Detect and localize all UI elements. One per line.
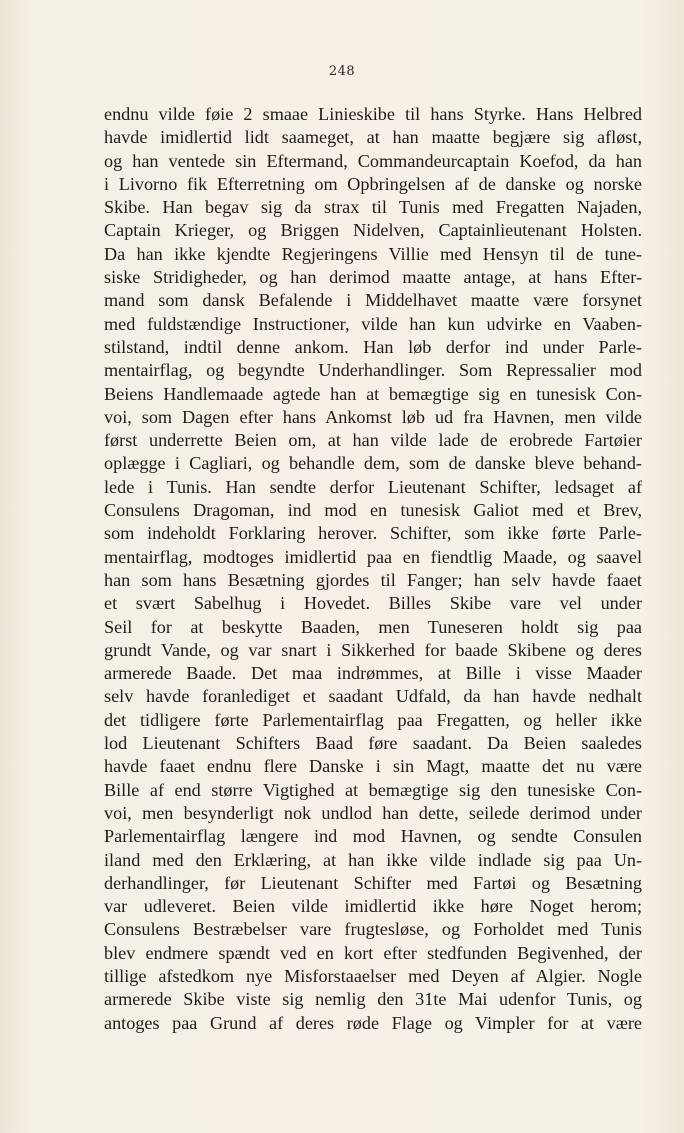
text-line: lod Lieutenant Schifters Baad føre saadant. Da Beien saaledes — [104, 733, 642, 754]
text-line: oplægge i Cagliari, og behandle dem, som de danske bleve behand- — [104, 453, 642, 474]
text-line: blev endmere spændt ved en kort efter stedfunden Begivenhed, der — [104, 942, 642, 963]
text-line: voi, men besynderligt nok undlod han dette, seilede derimod under — [104, 802, 642, 823]
text-line: Parlementairflag længere ind mod Havnen, og sendte Consulen — [104, 826, 642, 847]
text-line: et svært Sabelhug i Hovedet. Billes Skibe vare vel under — [104, 593, 642, 614]
text-line: Seil for at beskytte Baaden, men Tuneseren holdt sig paa — [104, 616, 642, 637]
text-line: Consulens Bestræbelser vare frugtesløse, og Forholdet med Tunis — [104, 919, 642, 940]
text-line: med fuldstændige Instructioner, vilde han kun udvirke en Vaaben- — [104, 313, 642, 334]
text-line: Da han ikke kjendte Regjeringens Villie med Hensyn til de tune- — [104, 243, 642, 264]
text-line: Beiens Handlemaade agtede han at bemægtige sig en tunesisk Con- — [104, 383, 642, 404]
text-line: det tidligere førte Parlementairflag paa Fregatten, og heller ikke — [104, 709, 642, 730]
text-line: havde faaet endnu flere Danske i sin Magt, maatte det nu være — [104, 756, 642, 777]
page-number: 248 — [328, 64, 356, 79]
text-line: antoges paa Grund af deres røde Flage og Vimpler for at være — [104, 1012, 642, 1033]
text-line: tillige afstedkom nye Misforstaaelser med Deyen af Algier. Nogle — [104, 965, 642, 986]
text-line: var udleveret. Beien vilde imidlertid ikke høre Noget herom; — [104, 896, 642, 917]
text-line: han som hans Besætning gjordes til Fanger; han selv havde faaet — [104, 569, 642, 590]
text-line: i Livorno fik Efterretning om Opbringelsen af de danske og norske — [104, 173, 642, 194]
text-line: Skibe. Han begav sig da strax til Tunis med Fregatten Najaden, — [104, 197, 642, 218]
body-text — [104, 103, 642, 1035]
text-line: siske Stridigheder, og han derimod maatte antage, at hans Efter- — [104, 267, 642, 288]
text-line: mand som dansk Befalende i Middelhavet maatte være forsynet — [104, 290, 642, 311]
text-line: mentairflag, modtoges imidlertid paa en fiendtlig Maade, og saavel — [104, 546, 642, 567]
text-line: armerede Skibe viste sig nemlig den 31te Mai udenfor Tunis, og — [104, 989, 642, 1010]
text-line: lede i Tunis. Han sendte derfor Lieutenant Schifter, ledsaget af — [104, 476, 642, 497]
text-line: først underrette Beien om, at han vilde lade de erobrede Fartøier — [104, 430, 642, 451]
text-line: Bille af end større Vigtighed at bemægtige sig den tunesiske Con- — [104, 779, 642, 800]
text-line: armerede Baade. Det maa indrømmes, at Bille i visse Maader — [104, 663, 642, 684]
text-line: grundt Vande, og var snart i Sikkerhed for baade Skibene og deres — [104, 639, 642, 660]
text-line: stilstand, indtil denne ankom. Han løb derfor ind under Parle- — [104, 336, 642, 357]
text-line: voi, som Dagen efter hans Ankomst løb ud fra Havnen, men vilde — [104, 406, 642, 427]
text-line: iland med den Erklæring, at han ikke vilde indlade sig paa Un- — [104, 849, 642, 870]
text-line: mentairflag, og begyndte Underhandlinger. Som Repressalier mod — [104, 360, 642, 381]
text-line: Captain Krieger, og Briggen Nidelven, Captainlieutenant Holsten. — [104, 220, 642, 241]
text-line: og han ventede sin Eftermand, Commandeurcaptain Koefod, da han — [104, 150, 642, 171]
text-line: selv havde foranlediget et saadant Udfald, da han havde nedhalt — [104, 686, 642, 707]
text-line: Consulens Dragoman, ind mod en tunesisk Galiot med et Brev, — [104, 500, 642, 521]
text-line: derhandlinger, før Lieutenant Schifter med Fartøi og Besætning — [104, 872, 642, 893]
text-line: som indeholdt Forklaring herover. Schifter, som ikke førte Parle- — [104, 523, 642, 544]
text-line: havde imidlertid lidt saameget, at han maatte begjære sig afløst, — [104, 127, 642, 148]
text-line: endnu vilde føie 2 smaae Linieskibe til hans Styrke. Hans Helbred — [104, 104, 642, 124]
